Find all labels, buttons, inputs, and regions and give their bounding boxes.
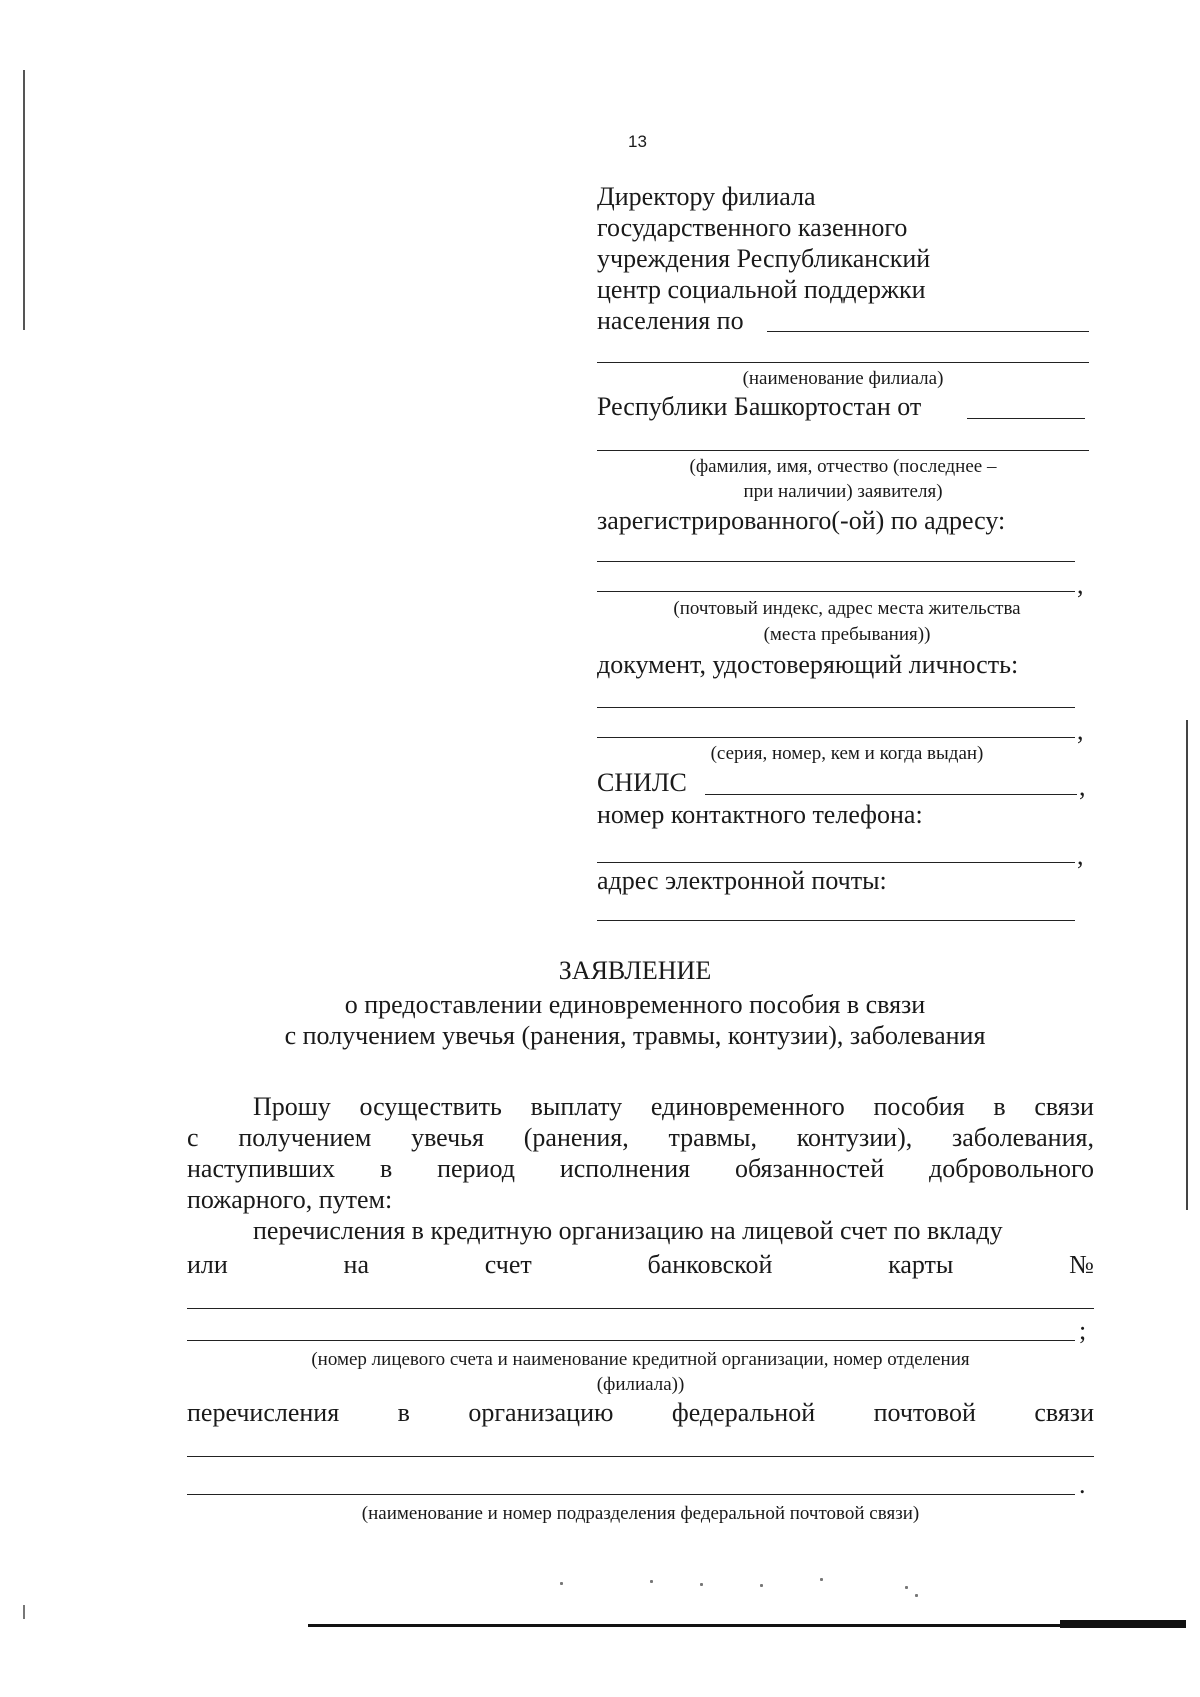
scan-bottom-edge [308,1624,1186,1627]
option-bank-line: перечисления в кредитную организацию на лицевой счет по вкладу [253,1216,1003,1245]
word: с [187,1123,199,1152]
registered-label: зарегистрированного(-ой) по адресу: [597,506,1006,535]
paragraph-line: пожарного, путем: [187,1185,393,1214]
word: получением [238,1123,372,1152]
fill-line [187,1308,1094,1309]
paragraph-line [253,1092,1094,1122]
addressee-line: центр социальной поддержки [597,275,926,304]
fill-line [597,707,1075,708]
word: почтовой [873,1398,976,1427]
word: № [1069,1250,1094,1279]
fill-line [767,331,1089,332]
word: перечисления [187,1398,340,1427]
addressee-line: Республики Башкортостан от [597,392,922,421]
word: в [397,1398,410,1427]
word: увечья [411,1123,484,1152]
scan-edge [23,1605,25,1619]
word: в [379,1154,393,1183]
page-number: 13 [628,132,647,151]
comma: , [1077,716,1084,745]
fill-line [597,450,1089,451]
word: (ранения, [523,1123,629,1152]
paragraph-line [187,1154,1094,1184]
word: связи [1034,1398,1094,1427]
applicant-hint: при наличии) заявителя) [743,481,943,502]
comma: , [1079,772,1086,801]
phone-label: номер контактного телефона: [597,800,923,829]
addressee-line: учреждения Республиканский [597,244,931,273]
word: или [187,1250,228,1279]
identity-hint: (серия, номер, кем и когда выдан) [710,743,984,764]
word: обязанностей [734,1154,885,1183]
scan-bottom-edge [1060,1620,1186,1628]
document-title: ЗАЯВЛЕНИЕ [558,956,712,985]
email-label: адрес электронной почты: [597,866,887,895]
word: в [993,1092,1006,1121]
scan-speck [560,1582,563,1585]
fill-line [597,737,1075,738]
fill-line [705,794,1077,795]
scan-edge [23,70,25,330]
addressee-line: Директору филиала [597,182,816,211]
word: осуществить [359,1092,502,1121]
document-subtitle: с получением увечья (ранения, травмы, контузии), заболевания [284,1021,986,1050]
fill-line [187,1340,1075,1341]
semicolon: ; [1079,1316,1087,1345]
scan-speck [820,1578,823,1581]
bank-hint: (номер лицевого счета и наименование кредитной организации, номер отделения [311,1349,970,1370]
word: банковской [647,1250,773,1279]
identity-doc-label: документ, удостоверяющий личность: [597,650,1019,679]
addressee-line: населения по [597,306,744,335]
comma: , [1077,841,1084,870]
option-bank-line [187,1250,1094,1280]
word: организацию [468,1398,614,1427]
address-hint: (почтовый индекс, адрес места жительства [673,598,1021,619]
bank-hint: (филиала)) [596,1374,685,1395]
fill-line [597,920,1075,921]
word: федеральной [671,1398,816,1427]
word: счет [484,1250,532,1279]
fill-line [597,362,1089,363]
word: период [437,1154,515,1183]
fill-line [967,418,1085,419]
post-hint: (наименование и номер подразделения федеральной почтовой связи) [361,1503,920,1524]
addressee-line: государственного казенного [597,213,908,242]
branch-hint: (наименование филиала) [742,368,944,389]
paragraph-line [187,1123,1094,1153]
word: наступивших [187,1154,336,1183]
scan-speck [915,1594,918,1597]
word: выплату [530,1092,623,1121]
scan-speck [650,1580,653,1583]
word: Прошу [253,1092,331,1121]
word: связи [1034,1092,1094,1121]
word: пособия [873,1092,965,1121]
fill-line [597,591,1075,592]
word: заболевания, [952,1123,1094,1152]
snils-label: СНИЛС [597,768,687,797]
word: карты [888,1250,954,1279]
word: на [343,1250,370,1279]
applicant-hint: (фамилия, имя, отчество (последнее – [689,456,997,477]
fill-line [597,862,1075,863]
comma: , [1077,570,1084,599]
document-subtitle: о предоставлении единовременного пособия в связи [344,990,926,1019]
word: исполнения [559,1154,691,1183]
address-hint: (места пребывания)) [763,624,931,645]
word: контузии), [796,1123,913,1152]
word: травмы, [668,1123,757,1152]
word: единовременного [650,1092,845,1121]
scan-speck [700,1583,703,1586]
fill-line [187,1456,1094,1457]
scan-speck [760,1584,763,1587]
scan-speck [905,1586,908,1589]
period: . [1079,1470,1086,1499]
fill-line [187,1494,1075,1495]
option-post-line [187,1398,1094,1428]
fill-line [597,561,1075,562]
word: добровольного [929,1154,1094,1183]
